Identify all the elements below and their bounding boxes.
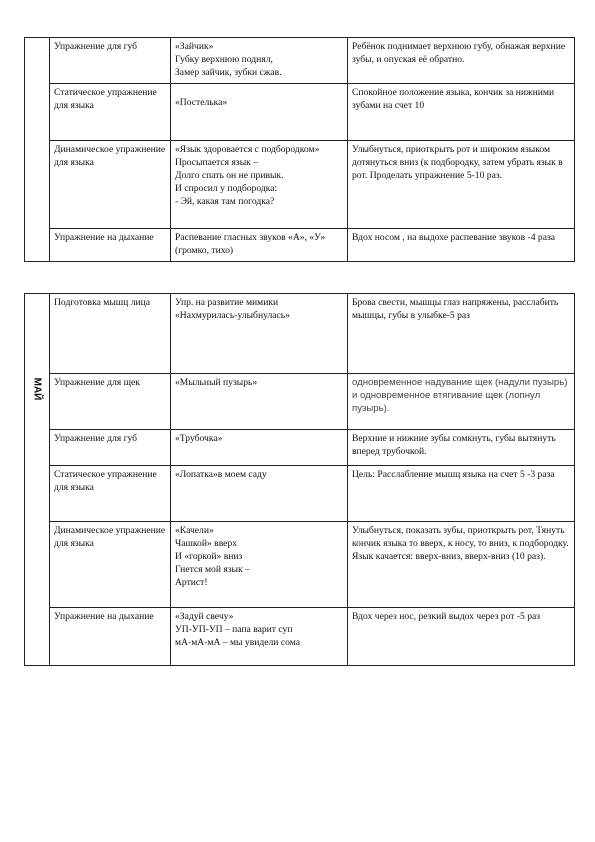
exercise-type-cell: Упражнение для губ xyxy=(50,38,171,84)
table-row xyxy=(25,84,575,141)
exercise-name-cell: «Постелька» xyxy=(171,84,348,141)
table-row xyxy=(25,229,575,262)
exercise-table-top xyxy=(24,37,575,262)
exercise-type-cell: Статическое упражнение для языка xyxy=(50,466,171,522)
exercise-description-cell: Ребёнок поднимает верхнюю губу, обнажая верхние зубы, и опуская её обратно. xyxy=(348,38,575,84)
exercise-description-cell: Улыбнуться, показать зубы, приоткрыть рот, Тянуть кончик языка то вверх, к носу, то вниз, к подбородку. Язык качается: вверх-вниз, вверх-вниз (10 раз). xyxy=(348,522,575,608)
exercise-description-cell: Верхние и нижние зубы сомкнуть, губы вытянуть вперед трубочкой. xyxy=(348,430,575,466)
table-row xyxy=(25,374,575,430)
table-row xyxy=(25,466,575,522)
table-row xyxy=(25,522,575,608)
exercise-description-cell: одновременное надувание щек (надули пузырь) и одновременное втягивание щек (лопнул пузырь). xyxy=(348,374,575,430)
exercise-name-cell: «Лопатка»в моем саду xyxy=(171,466,348,522)
exercise-name-cell: «Качели» Чашкой» вверх И «горкой» вниз Гнется мой язык – Артист! xyxy=(171,522,348,608)
table-row xyxy=(25,430,575,466)
exercise-description-cell: Вдох через нос, резкий выдох через рот -5 раз xyxy=(348,608,575,666)
exercise-name-cell: «Мыльный пузырь» xyxy=(171,374,348,430)
table-row xyxy=(25,608,575,666)
exercise-type-cell: Упражнение на дыхание xyxy=(50,608,171,666)
month-label: МАЙ xyxy=(31,377,43,401)
exercise-type-cell: Упражнение на дыхание xyxy=(50,229,171,262)
exercise-description-cell: Брова свести, мышцы глаз напряжены, расслабить мышцы, губы в улыбке-5 раз xyxy=(348,294,575,374)
exercise-table-may xyxy=(24,293,575,666)
exercise-type-cell: Упражнение для щек xyxy=(50,374,171,430)
table-row xyxy=(25,38,575,84)
exercise-name-cell: Упр. на развитие мимики «Нахмурилась-улыбнулась» xyxy=(171,294,348,374)
exercise-name-cell: Распевание гласных звуков «А», «У» (громко, тихо) xyxy=(171,229,348,262)
month-cell xyxy=(25,294,50,666)
exercise-type-cell: Упражнение для губ xyxy=(50,430,171,466)
exercise-type-cell: Динамическое упражнение для языка xyxy=(50,141,171,229)
exercise-name-cell: «Задуй свечу» УП-УП-УП – папа варит суп мА-мА-мА – мы увидели сома xyxy=(171,608,348,666)
exercise-name-cell: «Зайчик» Губку верхнюю поднял, Замер зайчик, зубки сжав. xyxy=(171,38,348,84)
exercise-type-cell: Динамическое упражнение для языка xyxy=(50,522,171,608)
exercise-name-cell: «Трубочка» xyxy=(171,430,348,466)
exercise-description-cell: Вдох носом , на выдохе распевание звуков -4 раза xyxy=(348,229,575,262)
exercise-name-cell: «Язык здоровается с подбородком» Просыпается язык – Долго спать он не привык. И спросил у подбородка: - Эй, какая там погодка? xyxy=(171,141,348,229)
exercise-type-cell: Статическое упражнение для языка xyxy=(50,84,171,141)
table-row xyxy=(25,141,575,229)
month-cell xyxy=(25,38,50,262)
exercise-type-cell: Подготовка мышц лица xyxy=(50,294,171,374)
exercise-description-cell: Цель: Расслабление мышц языка на счет 5 -3 раза xyxy=(348,466,575,522)
table-row xyxy=(25,294,575,374)
exercise-description-cell: Спокойное положение языка, кончик за нижними зубами на счет 10 xyxy=(348,84,575,141)
exercise-description-cell: Улыбнуться, приоткрыть рот и широким языком дотянуться вниз (к подбородку, затем убрать язык в рот. Проделать упражнение 5-10 раз. xyxy=(348,141,575,229)
